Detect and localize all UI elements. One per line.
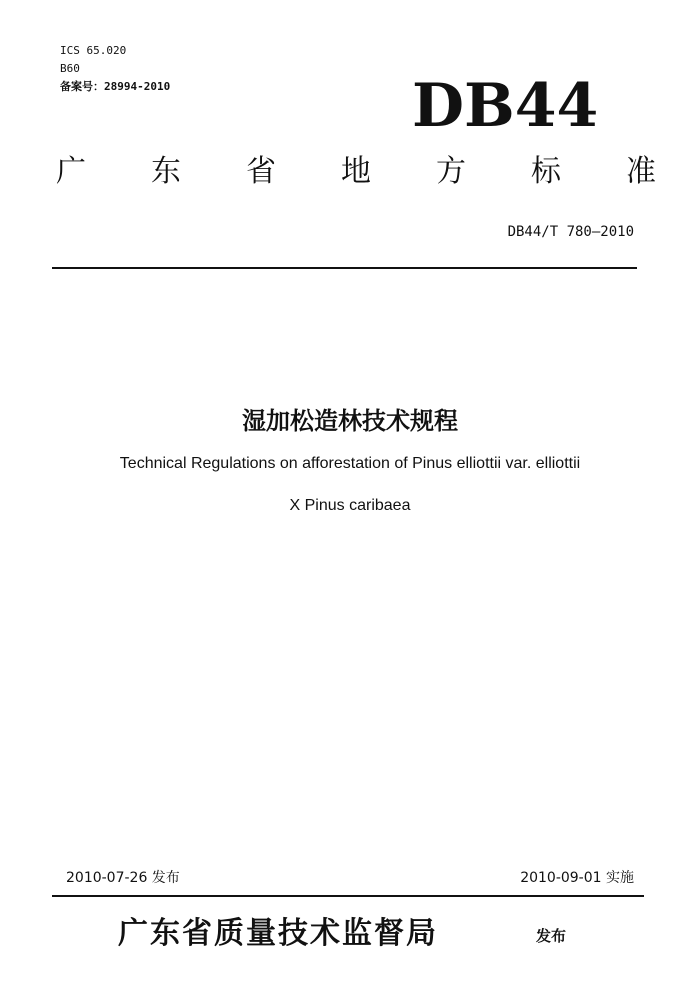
title-english-line2: X Pinus caribaea [289,497,411,514]
province-title-char: 地 [341,154,371,189]
title-english-line1: Technical Regulations on afforestation of Pinus elliottii var. elliottii [119,455,581,472]
province-title-char: 省 [246,154,276,189]
province-title-char: 东 [151,154,181,189]
publisher-suffix: 发布 [536,927,567,945]
classification-code: B60 [60,62,80,75]
province-title-char: 标 [531,154,561,189]
publisher-name: 广东省质量技术监督局 [118,916,438,951]
db44-logo: DB44 [412,71,599,141]
record-number: 备案号：28994-2010 [60,80,171,93]
province-standard-title [56,150,656,194]
standard-number: DB44/T 780—2010 [507,224,634,240]
province-title-char: 准 [626,154,656,189]
ics-code: ICS 65.020 [60,44,127,57]
title-chinese: 湿加松造林技术规程 [242,407,458,435]
issue-date: 2010-07-26 发布 [66,870,180,886]
province-title-char: 方 [436,154,466,189]
top-divider [52,267,637,269]
province-title-char: 广 [56,154,86,189]
implementation-date: 2010-09-01 实施 [520,870,634,886]
bottom-divider [52,895,644,897]
